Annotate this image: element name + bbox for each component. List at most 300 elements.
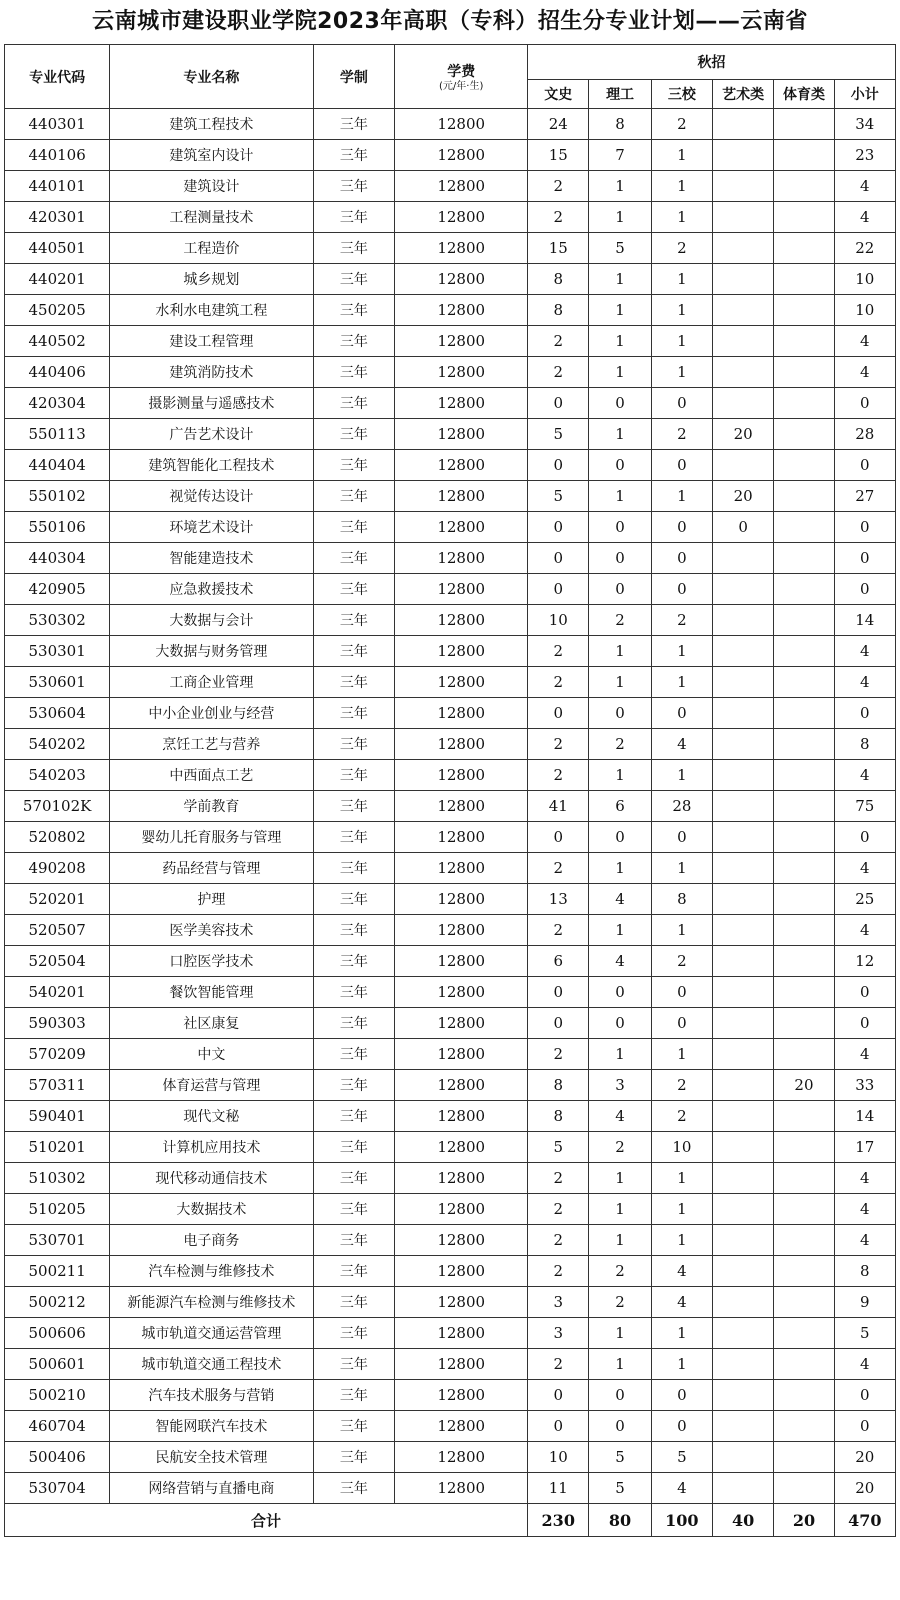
cell-name: 广告艺术设计: [110, 419, 313, 450]
cell-wenshi: 0: [528, 512, 589, 543]
cell-name: 中小企业创业与经营: [110, 698, 313, 729]
cell-ligong: 0: [589, 822, 651, 853]
table-row: [5, 1225, 896, 1256]
cell-fee: 12800: [395, 512, 528, 543]
cell-yishu: [713, 760, 774, 791]
cell-wenshi: 0: [528, 450, 589, 481]
cell-yishu: [713, 202, 774, 233]
cell-name: 中文: [110, 1039, 313, 1070]
cell-wenshi: 0: [528, 388, 589, 419]
cell-name: 社区康复: [110, 1008, 313, 1039]
total-xiaoji: 470: [834, 1504, 895, 1537]
table-body: [5, 109, 896, 1504]
table-row: [5, 202, 896, 233]
cell-wenshi: 2: [528, 1194, 589, 1225]
cell-ligong: 1: [589, 853, 651, 884]
cell-name: 大数据与会计: [110, 605, 313, 636]
cell-tiyu: [774, 512, 834, 543]
cell-xuezhi: 三年: [313, 884, 395, 915]
cell-xiaoji: 0: [834, 388, 895, 419]
cell-wenshi: 15: [528, 233, 589, 264]
cell-tiyu: [774, 915, 834, 946]
cell-code: 440502: [5, 326, 110, 357]
cell-yishu: 20: [713, 419, 774, 450]
cell-yishu: [713, 295, 774, 326]
total-label: 合计: [5, 1504, 528, 1537]
cell-name: 城乡规划: [110, 264, 313, 295]
cell-xiaoji: 12: [834, 946, 895, 977]
cell-xiaoji: 0: [834, 512, 895, 543]
cell-yishu: [713, 1132, 774, 1163]
cell-tiyu: [774, 977, 834, 1008]
cell-xiaoji: 4: [834, 760, 895, 791]
cell-sanxiao: 0: [651, 574, 712, 605]
table-row: [5, 1411, 896, 1442]
cell-name: 电子商务: [110, 1225, 313, 1256]
cell-code: 440404: [5, 450, 110, 481]
cell-ligong: 1: [589, 1318, 651, 1349]
cell-wenshi: 13: [528, 884, 589, 915]
table-row: [5, 543, 896, 574]
cell-sanxiao: 28: [651, 791, 712, 822]
cell-tiyu: 20: [774, 1070, 834, 1101]
cell-code: 540202: [5, 729, 110, 760]
total-row: [5, 1504, 896, 1537]
cell-yishu: [713, 1473, 774, 1504]
cell-ligong: 0: [589, 543, 651, 574]
cell-wenshi: 10: [528, 605, 589, 636]
cell-name: 智能网联汽车技术: [110, 1411, 313, 1442]
cell-tiyu: [774, 295, 834, 326]
cell-name: 学前教育: [110, 791, 313, 822]
cell-wenshi: 15: [528, 140, 589, 171]
cell-yishu: [713, 1380, 774, 1411]
cell-wenshi: 2: [528, 1163, 589, 1194]
cell-yishu: [713, 1287, 774, 1318]
cell-yishu: [713, 543, 774, 574]
cell-xiaoji: 20: [834, 1473, 895, 1504]
cell-code: 530302: [5, 605, 110, 636]
table-row: [5, 357, 896, 388]
cell-xiaoji: 25: [834, 884, 895, 915]
cell-ligong: 0: [589, 450, 651, 481]
cell-sanxiao: 4: [651, 729, 712, 760]
cell-wenshi: 6: [528, 946, 589, 977]
table-row: [5, 605, 896, 636]
cell-sanxiao: 0: [651, 388, 712, 419]
cell-ligong: 0: [589, 512, 651, 543]
cell-sanxiao: 1: [651, 667, 712, 698]
cell-xuezhi: 三年: [313, 760, 395, 791]
cell-tiyu: [774, 264, 834, 295]
cell-yishu: [713, 574, 774, 605]
cell-xuezhi: 三年: [313, 1380, 395, 1411]
table-row: [5, 1101, 896, 1132]
cell-xuezhi: 三年: [313, 326, 395, 357]
cell-yishu: [713, 915, 774, 946]
cell-ligong: 4: [589, 946, 651, 977]
total-ligong: 80: [589, 1504, 651, 1537]
table-row: [5, 915, 896, 946]
cell-ligong: 1: [589, 1194, 651, 1225]
cell-yishu: [713, 1163, 774, 1194]
cell-tiyu: [774, 109, 834, 140]
cell-xiaoji: 4: [834, 853, 895, 884]
cell-code: 510205: [5, 1194, 110, 1225]
header-sanxiao: 三校: [651, 80, 712, 109]
cell-tiyu: [774, 667, 834, 698]
cell-sanxiao: 2: [651, 109, 712, 140]
cell-yishu: [713, 1008, 774, 1039]
cell-ligong: 5: [589, 233, 651, 264]
cell-yishu: [713, 1442, 774, 1473]
header-xiaoji: 小计: [834, 80, 895, 109]
cell-yishu: [713, 977, 774, 1008]
cell-ligong: 1: [589, 1163, 651, 1194]
table-row: [5, 233, 896, 264]
cell-name: 现代移动通信技术: [110, 1163, 313, 1194]
cell-yishu: [713, 1411, 774, 1442]
cell-yishu: [713, 1070, 774, 1101]
cell-sanxiao: 2: [651, 1101, 712, 1132]
cell-name: 建筑消防技术: [110, 357, 313, 388]
table-row: [5, 977, 896, 1008]
cell-code: 570209: [5, 1039, 110, 1070]
cell-sanxiao: 2: [651, 233, 712, 264]
cell-fee: 12800: [395, 1101, 528, 1132]
cell-wenshi: 0: [528, 977, 589, 1008]
table-row: [5, 326, 896, 357]
cell-xiaoji: 4: [834, 1194, 895, 1225]
cell-xiaoji: 75: [834, 791, 895, 822]
cell-sanxiao: 1: [651, 1039, 712, 1070]
cell-yishu: [713, 1039, 774, 1070]
cell-name: 民航安全技术管理: [110, 1442, 313, 1473]
cell-code: 440106: [5, 140, 110, 171]
cell-tiyu: [774, 202, 834, 233]
cell-name: 现代文秘: [110, 1101, 313, 1132]
total-tiyu: 20: [774, 1504, 834, 1537]
cell-fee: 12800: [395, 295, 528, 326]
cell-sanxiao: 1: [651, 1194, 712, 1225]
cell-name: 婴幼儿托育服务与管理: [110, 822, 313, 853]
cell-ligong: 0: [589, 1411, 651, 1442]
cell-name: 烹饪工艺与营养: [110, 729, 313, 760]
cell-xuezhi: 三年: [313, 1132, 395, 1163]
cell-fee: 12800: [395, 1163, 528, 1194]
cell-tiyu: [774, 1225, 834, 1256]
cell-fee: 12800: [395, 140, 528, 171]
cell-code: 500406: [5, 1442, 110, 1473]
cell-name: 汽车技术服务与营销: [110, 1380, 313, 1411]
cell-xiaoji: 10: [834, 295, 895, 326]
table-row: [5, 1132, 896, 1163]
table-row: [5, 419, 896, 450]
cell-sanxiao: 0: [651, 977, 712, 1008]
cell-code: 530301: [5, 636, 110, 667]
cell-ligong: 0: [589, 1008, 651, 1039]
cell-wenshi: 2: [528, 202, 589, 233]
cell-sanxiao: 0: [651, 822, 712, 853]
cell-fee: 12800: [395, 791, 528, 822]
cell-fee: 12800: [395, 1411, 528, 1442]
cell-ligong: 0: [589, 388, 651, 419]
cell-xuezhi: 三年: [313, 667, 395, 698]
cell-name: 口腔医学技术: [110, 946, 313, 977]
cell-ligong: 2: [589, 1256, 651, 1287]
cell-name: 工程造价: [110, 233, 313, 264]
cell-code: 530604: [5, 698, 110, 729]
cell-xuezhi: 三年: [313, 605, 395, 636]
cell-ligong: 1: [589, 760, 651, 791]
cell-xiaoji: 5: [834, 1318, 895, 1349]
cell-wenshi: 2: [528, 760, 589, 791]
total-sanxiao: 100: [651, 1504, 712, 1537]
header-ligong: 理工: [589, 80, 651, 109]
cell-yishu: 20: [713, 481, 774, 512]
cell-fee: 12800: [395, 1008, 528, 1039]
cell-tiyu: [774, 171, 834, 202]
cell-code: 420905: [5, 574, 110, 605]
cell-wenshi: 2: [528, 1256, 589, 1287]
cell-xiaoji: 17: [834, 1132, 895, 1163]
cell-code: 550102: [5, 481, 110, 512]
cell-xiaoji: 4: [834, 171, 895, 202]
cell-code: 530601: [5, 667, 110, 698]
table-row: [5, 1039, 896, 1070]
table-row: [5, 109, 896, 140]
cell-ligong: 1: [589, 1349, 651, 1380]
cell-xiaoji: 0: [834, 574, 895, 605]
cell-name: 建筑设计: [110, 171, 313, 202]
cell-sanxiao: 4: [651, 1473, 712, 1504]
cell-xiaoji: 4: [834, 326, 895, 357]
table-row: [5, 729, 896, 760]
cell-sanxiao: 1: [651, 1163, 712, 1194]
cell-xiaoji: 0: [834, 1380, 895, 1411]
cell-wenshi: 2: [528, 667, 589, 698]
table-row: [5, 946, 896, 977]
cell-code: 450205: [5, 295, 110, 326]
cell-sanxiao: 1: [651, 264, 712, 295]
cell-name: 建筑工程技术: [110, 109, 313, 140]
cell-sanxiao: 0: [651, 543, 712, 574]
cell-xiaoji: 0: [834, 543, 895, 574]
cell-yishu: [713, 1318, 774, 1349]
cell-tiyu: [774, 760, 834, 791]
table-row: [5, 1473, 896, 1504]
cell-xiaoji: 0: [834, 1411, 895, 1442]
cell-code: 590303: [5, 1008, 110, 1039]
cell-xuezhi: 三年: [313, 419, 395, 450]
table-row: [5, 1194, 896, 1225]
cell-name: 中西面点工艺: [110, 760, 313, 791]
cell-xiaoji: 28: [834, 419, 895, 450]
cell-yishu: 0: [713, 512, 774, 543]
cell-code: 520507: [5, 915, 110, 946]
cell-code: 500601: [5, 1349, 110, 1380]
table-row: [5, 295, 896, 326]
cell-sanxiao: 2: [651, 605, 712, 636]
cell-yishu: [713, 791, 774, 822]
cell-tiyu: [774, 1256, 834, 1287]
cell-sanxiao: 0: [651, 450, 712, 481]
cell-name: 餐饮智能管理: [110, 977, 313, 1008]
cell-xuezhi: 三年: [313, 1473, 395, 1504]
table-row: [5, 171, 896, 202]
cell-xuezhi: 三年: [313, 1256, 395, 1287]
cell-xuezhi: 三年: [313, 264, 395, 295]
cell-yishu: [713, 729, 774, 760]
cell-tiyu: [774, 326, 834, 357]
table-row: [5, 481, 896, 512]
total-wenshi: 230: [528, 1504, 589, 1537]
header-autumn: 秋招: [528, 45, 896, 80]
table-row: [5, 1287, 896, 1318]
cell-tiyu: [774, 1287, 834, 1318]
cell-ligong: 1: [589, 915, 651, 946]
cell-ligong: 1: [589, 202, 651, 233]
cell-ligong: 1: [589, 636, 651, 667]
cell-sanxiao: 1: [651, 636, 712, 667]
cell-xiaoji: 14: [834, 605, 895, 636]
cell-xuezhi: 三年: [313, 450, 395, 481]
cell-xiaoji: 8: [834, 1256, 895, 1287]
cell-sanxiao: 1: [651, 295, 712, 326]
cell-name: 新能源汽车检测与维修技术: [110, 1287, 313, 1318]
cell-ligong: 0: [589, 698, 651, 729]
header-wenshi: 文史: [528, 80, 589, 109]
cell-wenshi: 2: [528, 1225, 589, 1256]
cell-xiaoji: 4: [834, 357, 895, 388]
cell-fee: 12800: [395, 946, 528, 977]
cell-sanxiao: 5: [651, 1442, 712, 1473]
cell-xiaoji: 33: [834, 1070, 895, 1101]
cell-code: 500606: [5, 1318, 110, 1349]
page-title: 云南城市建设职业学院2023年高职（专科）招生分专业计划——云南省: [92, 9, 808, 34]
cell-code: 530701: [5, 1225, 110, 1256]
cell-xiaoji: 4: [834, 667, 895, 698]
cell-name: 药品经营与管理: [110, 853, 313, 884]
cell-fee: 12800: [395, 1442, 528, 1473]
cell-code: 520201: [5, 884, 110, 915]
cell-code: 590401: [5, 1101, 110, 1132]
cell-wenshi: 24: [528, 109, 589, 140]
cell-tiyu: [774, 357, 834, 388]
cell-ligong: 1: [589, 326, 651, 357]
cell-fee: 12800: [395, 853, 528, 884]
cell-ligong: 1: [589, 171, 651, 202]
cell-yishu: [713, 1256, 774, 1287]
cell-fee: 12800: [395, 760, 528, 791]
cell-xiaoji: 4: [834, 1163, 895, 1194]
cell-sanxiao: 0: [651, 512, 712, 543]
cell-ligong: 1: [589, 1039, 651, 1070]
cell-sanxiao: 0: [651, 698, 712, 729]
cell-name: 城市轨道交通运营管理: [110, 1318, 313, 1349]
cell-xiaoji: 20: [834, 1442, 895, 1473]
cell-sanxiao: 1: [651, 760, 712, 791]
cell-sanxiao: 4: [651, 1287, 712, 1318]
cell-sanxiao: 8: [651, 884, 712, 915]
cell-xuezhi: 三年: [313, 946, 395, 977]
cell-ligong: 0: [589, 977, 651, 1008]
cell-wenshi: 0: [528, 1008, 589, 1039]
cell-fee: 12800: [395, 1318, 528, 1349]
cell-xiaoji: 9: [834, 1287, 895, 1318]
cell-code: 440101: [5, 171, 110, 202]
cell-yishu: [713, 264, 774, 295]
cell-tiyu: [774, 1163, 834, 1194]
cell-xuezhi: 三年: [313, 1070, 395, 1101]
cell-fee: 12800: [395, 171, 528, 202]
cell-xuezhi: 三年: [313, 1318, 395, 1349]
cell-wenshi: 2: [528, 915, 589, 946]
total-yishu: 40: [713, 1504, 774, 1537]
cell-fee: 12800: [395, 1256, 528, 1287]
cell-name: 工程测量技术: [110, 202, 313, 233]
header-tiyu: 体育类: [774, 80, 834, 109]
cell-xuezhi: 三年: [313, 791, 395, 822]
cell-name: 护理: [110, 884, 313, 915]
cell-fee: 12800: [395, 109, 528, 140]
cell-fee: 12800: [395, 264, 528, 295]
cell-name: 环境艺术设计: [110, 512, 313, 543]
cell-code: 510302: [5, 1163, 110, 1194]
cell-code: 540201: [5, 977, 110, 1008]
cell-wenshi: 0: [528, 543, 589, 574]
cell-tiyu: [774, 450, 834, 481]
cell-xiaoji: 10: [834, 264, 895, 295]
cell-code: 460704: [5, 1411, 110, 1442]
cell-code: 440406: [5, 357, 110, 388]
table-row: [5, 1380, 896, 1411]
cell-wenshi: 0: [528, 1380, 589, 1411]
cell-xuezhi: 三年: [313, 109, 395, 140]
table-row: [5, 264, 896, 295]
cell-code: 440201: [5, 264, 110, 295]
cell-wenshi: 3: [528, 1318, 589, 1349]
cell-fee: 12800: [395, 202, 528, 233]
cell-wenshi: 8: [528, 264, 589, 295]
cell-ligong: 1: [589, 264, 651, 295]
cell-tiyu: [774, 698, 834, 729]
table-row: [5, 140, 896, 171]
cell-tiyu: [774, 636, 834, 667]
cell-sanxiao: 0: [651, 1411, 712, 1442]
cell-xuezhi: 三年: [313, 1194, 395, 1225]
cell-ligong: 0: [589, 1380, 651, 1411]
cell-xiaoji: 8: [834, 729, 895, 760]
cell-xuezhi: 三年: [313, 233, 395, 264]
cell-code: 510201: [5, 1132, 110, 1163]
cell-ligong: 2: [589, 605, 651, 636]
cell-tiyu: [774, 481, 834, 512]
cell-name: 摄影测量与遥感技术: [110, 388, 313, 419]
cell-yishu: [713, 605, 774, 636]
cell-name: 城市轨道交通工程技术: [110, 1349, 313, 1380]
cell-code: 420304: [5, 388, 110, 419]
cell-tiyu: [774, 822, 834, 853]
cell-xuezhi: 三年: [313, 915, 395, 946]
cell-tiyu: [774, 1194, 834, 1225]
cell-ligong: 1: [589, 357, 651, 388]
cell-fee: 12800: [395, 1070, 528, 1101]
cell-xuezhi: 三年: [313, 636, 395, 667]
cell-tiyu: [774, 388, 834, 419]
cell-yishu: [713, 109, 774, 140]
header-fee: [395, 45, 528, 109]
